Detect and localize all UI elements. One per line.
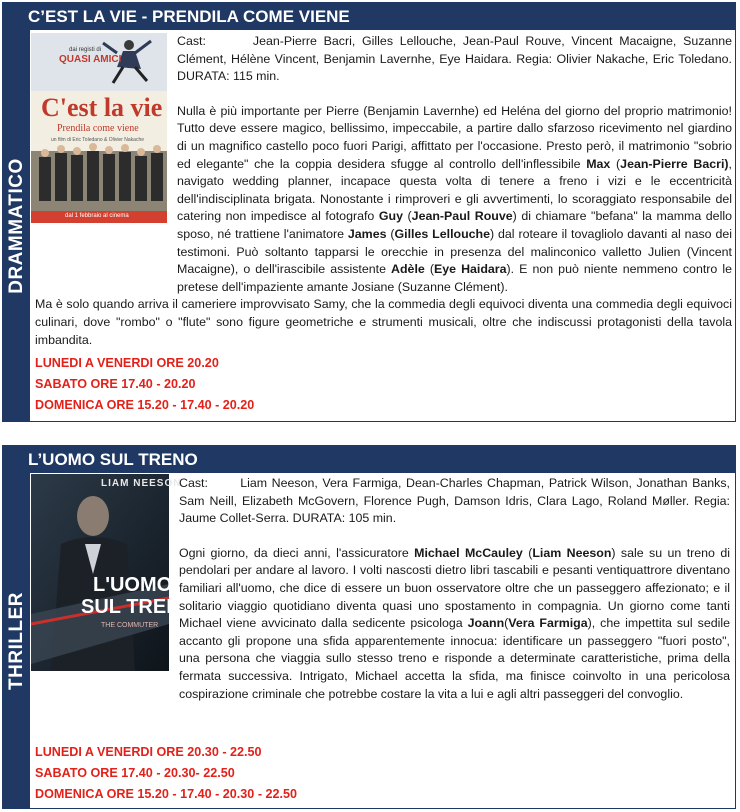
synopsis-paragraph-2: Ma è solo quando arriva il cameriere improvvisato Samy, che la commedia degli equivoci diventa una commedia degli equivoci culinari, dove "rombo" o "flute" sono figure geometriche e strumenti musicali, oltre che indiscussi protagonisti della tavola imbandita. (35, 297, 732, 347)
poster-top-text: dai registi di (69, 47, 102, 53)
poster-bottom-text: dal 1 febbraio al cinema (65, 213, 129, 219)
cast-label: Cast: (179, 476, 208, 490)
poster-main-title: C'est la vie (41, 93, 163, 122)
poster-title-line1: L'UOMO (93, 574, 173, 596)
cast-list: Liam Neeson, Vera Farmiga, Dean-Charles Chapman, Patrick Wilson, Jonathan Banks, Sam Neill, Elizabeth McGovern, Florence Pugh, Damson Idris, Clara Lago, Roland Møller. Regia: Jaume Collet-Serra. DURATA: 105 min. (179, 476, 730, 526)
poster-title-line2: SUL TRENO (81, 596, 197, 618)
showtime-weekdays: LUNEDI A VENERDI ORE 20.30 - 22.50 (35, 745, 262, 759)
synopsis-paragraph-1: Nulla è più importante per Pierre (Benjamin Lavernhe) ed Heléna del giorno del proprio matrimonio! Tutto deve essere magico, bellissimo, impeccabile, a partire dallo sfarzoso ricevimento nel giardino di un magnifico castello poco fuori Parigi, affittato per l'occasione. Presto però, il matrimonio "sobrio ed elegante" che la coppia desidera sfugge al controllo dell'inflessibile Max (Jean-Pierre Bacri), navigato wedding planner, incapace questa volta di tenere a freno i vizi e le eccentricità dell'indisciplinata brigata. Nonostante i rimproveri e gli avvertimenti, lo scoraggiato responsabile del catering non impedisce al fotografo Guy (Jean-Paul Rouve) di chiamare "befana" la mamma dello sposo, né trattiene l'animatore James (Gilles Lellouche) dal roteare il tovagliolo davanti al naso dei testimoni. Può soltanto tapparsi le orecchie in presenza del malinconico valletto Julien (Vincent Macaigne), o dell'irascibile assistente Adèle (Eye Haidara). E non può niente nemmeno contro le pretese dell'impaziente amante Josiane (Suzanne Clément). (177, 103, 732, 294)
genre-label (3, 473, 30, 808)
cast-line (35, 33, 732, 86)
movie-title: L’UOMO SUL TRENO (3, 446, 735, 473)
showtime-sunday: DOMENICA ORE 15.20 - 17.40 - 20.30 - 22.50 (35, 787, 298, 801)
showtime-sunday: DOMENICA ORE 15.20 - 17.40 - 20.20 (35, 398, 255, 412)
showtime-weekdays: LUNEDI A VENERDI ORE 20.20 (35, 356, 219, 370)
poster-actor: LIAM NEESON (101, 478, 182, 489)
movie-title: C’EST LA VIE - PRENDILA COME VIENE (3, 3, 735, 30)
showtimes (35, 742, 297, 805)
genre-text: THRILLER (5, 591, 27, 690)
synopsis-paragraph-1: Ogni giorno, da dieci anni, l'assicuratore Michael McCauley (Liam Neeson) sale su un treno di pendolari per andare al lavoro. I volti nascosti dietro libri tascabili e pesanti ventiquattrore diventano familiari all'uomo, che dice di essere un buon osservatore oltre che un passeggero affezionato; e il solitario viaggio quotidiano diventa quasi uno spostamento in compagnia. Un giorno come tanti Michael viene avvicinato dalla sedicente psicologa Joann(Vera Farmiga), che impettita sul sedile accanto gli propone una sfida apparentemente innocua: identificare un passeggero "fuori posto", una persona che viaggia sullo stesso treno e risponde a determinate caratteristiche, prima della fermata successiva. Intrigato, Michael accetta la sfida, ma finisce coinvolto in una pericolosa cospirazione criminale che potrebbe costare la vita a lui e agli altri passeggeri del convoglio. (179, 545, 730, 701)
cast-label: Cast: (177, 34, 206, 48)
genre-text: DRAMMATICO (5, 157, 27, 294)
poster-top-brand: QUASI AMICI (59, 54, 122, 65)
cast-line (35, 475, 730, 528)
poster-subtitle: Prendila come viene (57, 123, 139, 134)
movie-description (35, 475, 730, 703)
showtimes (35, 353, 254, 416)
showtime-saturday: SABATO ORE 17.40 - 20.30- 22.50 (35, 766, 235, 780)
movie-card-luomo-sul-treno (2, 445, 736, 809)
genre-label (3, 30, 30, 421)
movie-card-cest-la-vie (2, 2, 736, 422)
movie-description (35, 33, 732, 349)
poster-directors: un film di Eric Toledano & Olivier Nakache (51, 137, 145, 143)
poster-tagline: THE COMMUTER (101, 622, 159, 629)
showtime-saturday: SABATO ORE 17.40 - 20.20 (35, 377, 196, 391)
cast-list: Jean-Pierre Bacri, Gilles Lellouche, Jean-Paul Rouve, Vincent Macaigne, Suzanne Clément, Hélène Vincent, Benjamin Lavernhe, Eye Haidara. Regia: Olivier Nakache, Eric Toledano. DURATA: 115 min. (177, 34, 732, 84)
